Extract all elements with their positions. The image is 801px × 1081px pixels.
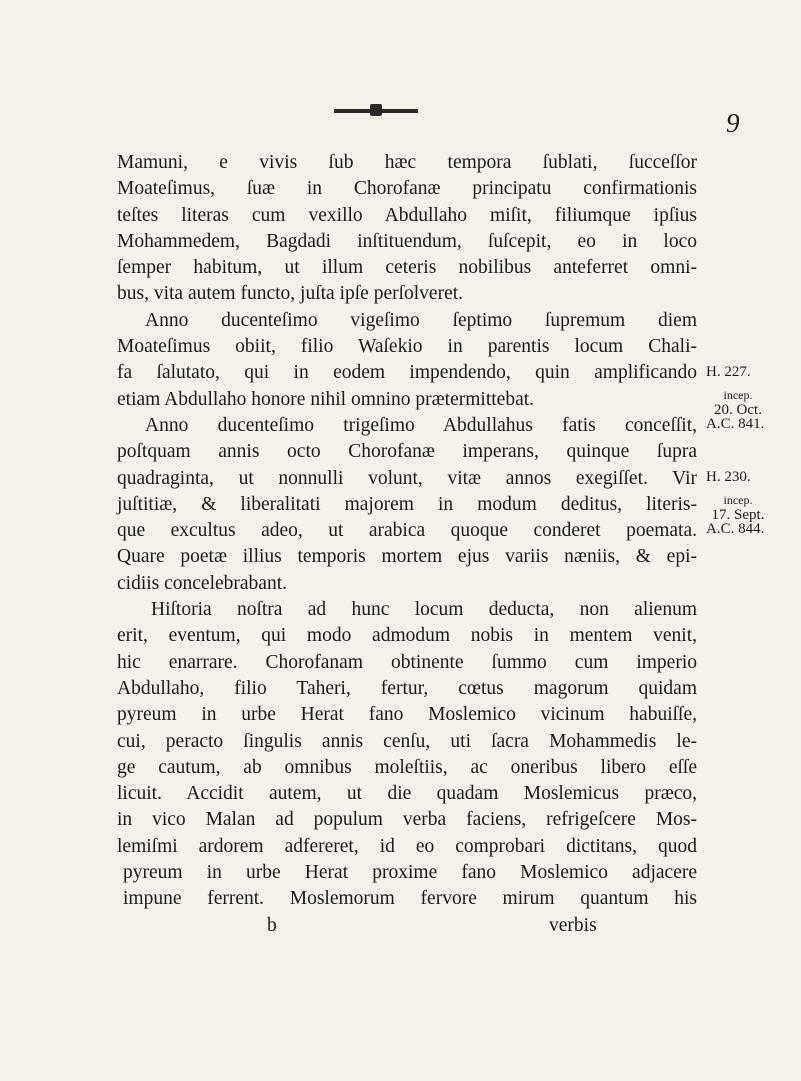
margin-note-ac: A.C. 844. <box>706 521 765 537</box>
text-line: Quare poetæ illius temporis mortem ejus variis næniis, & epi- <box>117 546 697 568</box>
margin-note-label: incep. <box>723 493 753 507</box>
text-line: fa ſalutato, qui in eodem impendendo, quin amplificando <box>117 362 697 384</box>
footer-line <box>117 913 697 939</box>
text-line: que excultus adeo, ut arabica quoque conderet poemata. <box>117 520 697 542</box>
margin-note-year: H. 227. <box>706 364 751 380</box>
text-line: poſtquam annis octo Chorofanæ imperans, quinque ſupra <box>117 441 697 463</box>
text-line: Anno ducenteſimo vigeſimo ſeptimo ſupremum diem <box>145 309 697 331</box>
text-line: lemiſmi ardorem adfereret, id eo comprobari dictitans, quod <box>117 835 697 857</box>
text-line: etiam Abdullaho honore nihil omnino prætermittebat. <box>117 388 535 410</box>
margin-note-1 <box>706 365 751 380</box>
text-line: hic enarrare. Chorofanam obtinente ſummo cum imperio <box>117 651 697 673</box>
text-line: ſemper habitum, ut illum ceteris nobilibus anteferret omni- <box>117 257 697 279</box>
text-line: pyreum in urbe Herat fano Moslemico vicinum habuiſſe, <box>117 704 697 726</box>
margin-note-date: 17. Sept. <box>711 507 765 523</box>
margin-note-label: incep. <box>723 388 753 402</box>
margin-note-2 <box>706 470 751 485</box>
margin-note-2-detail <box>706 493 770 523</box>
text-line: Anno ducenteſimo trigeſimo Abdullahus fatis conceſſit, <box>145 414 697 436</box>
text-line: cui, peracto ſingulis annis cenſu, uti ſacra Mohammedis le- <box>117 730 697 752</box>
margin-note-year: H. 230. <box>706 469 751 485</box>
text-line: in vico Malan ad populum verba faciens, refrigeſcere Mos- <box>117 809 697 831</box>
text-line: pyreum in urbe Herat proxime fano Moslemico adjacere <box>123 862 697 884</box>
text-line: juſtitiæ, & liberalitati majorem in modum deditus, literis- <box>117 493 697 515</box>
page-number: 9 <box>726 108 740 138</box>
text-line: quadraginta, ut nonnulli volunt, vitæ annos exegiſſet. Vir <box>117 467 697 489</box>
text-line: bus, vita autem functo, juſta ipſe perſolveret. <box>117 283 464 305</box>
text-line: cidiis concelebrabant. <box>117 572 288 594</box>
signature-mark: b <box>267 914 277 936</box>
text-line: Mamuni, e vivis ſub hæc tempora ſublati, ſucceſſor <box>117 152 697 173</box>
text-line: Moateſimus, ſuæ in Chorofanæ principatu confirmationis <box>117 178 697 200</box>
ornament-knot <box>370 104 382 116</box>
headpiece-ornament <box>334 103 418 117</box>
text-line: Hiſtoria noſtra ad hunc locum deducta, non alienum <box>151 599 697 621</box>
body-text <box>117 150 697 939</box>
text-line: impune ferrent. Moslemorum fervore mirum quantum his <box>123 888 697 910</box>
margin-note-1-ac <box>706 417 764 432</box>
text-line: erit, eventum, qui modo admodum nobis in mentem venit, <box>117 625 697 647</box>
text-line: teſtes literas cum vexillo Abdullaho miſit, filiumque ipſius <box>117 204 697 226</box>
margin-note-1-detail <box>706 388 770 418</box>
text-line: Mohammedem, Bagdadi inſtituendum, ſuſcepit, eo in loco <box>117 230 697 252</box>
margin-note-2-ac <box>706 522 764 537</box>
text-line: ge cautum, ab omnibus moleſtiis, ac oneribus libero eſſe <box>117 756 697 778</box>
text-line: licuit. Accidit autem, ut die quadam Moslemicus præco, <box>117 783 697 805</box>
catchword: verbis <box>549 914 597 936</box>
text-line: Moateſimus obiit, filio Waſekio in parentis locum Chali- <box>117 336 697 358</box>
margin-note-date: 20. Oct. <box>714 402 762 418</box>
text-line: Abdullaho, filio Taheri, fertur, cœtus magorum quidam <box>117 677 697 699</box>
margin-note-ac: A.C. 841. <box>706 416 765 432</box>
